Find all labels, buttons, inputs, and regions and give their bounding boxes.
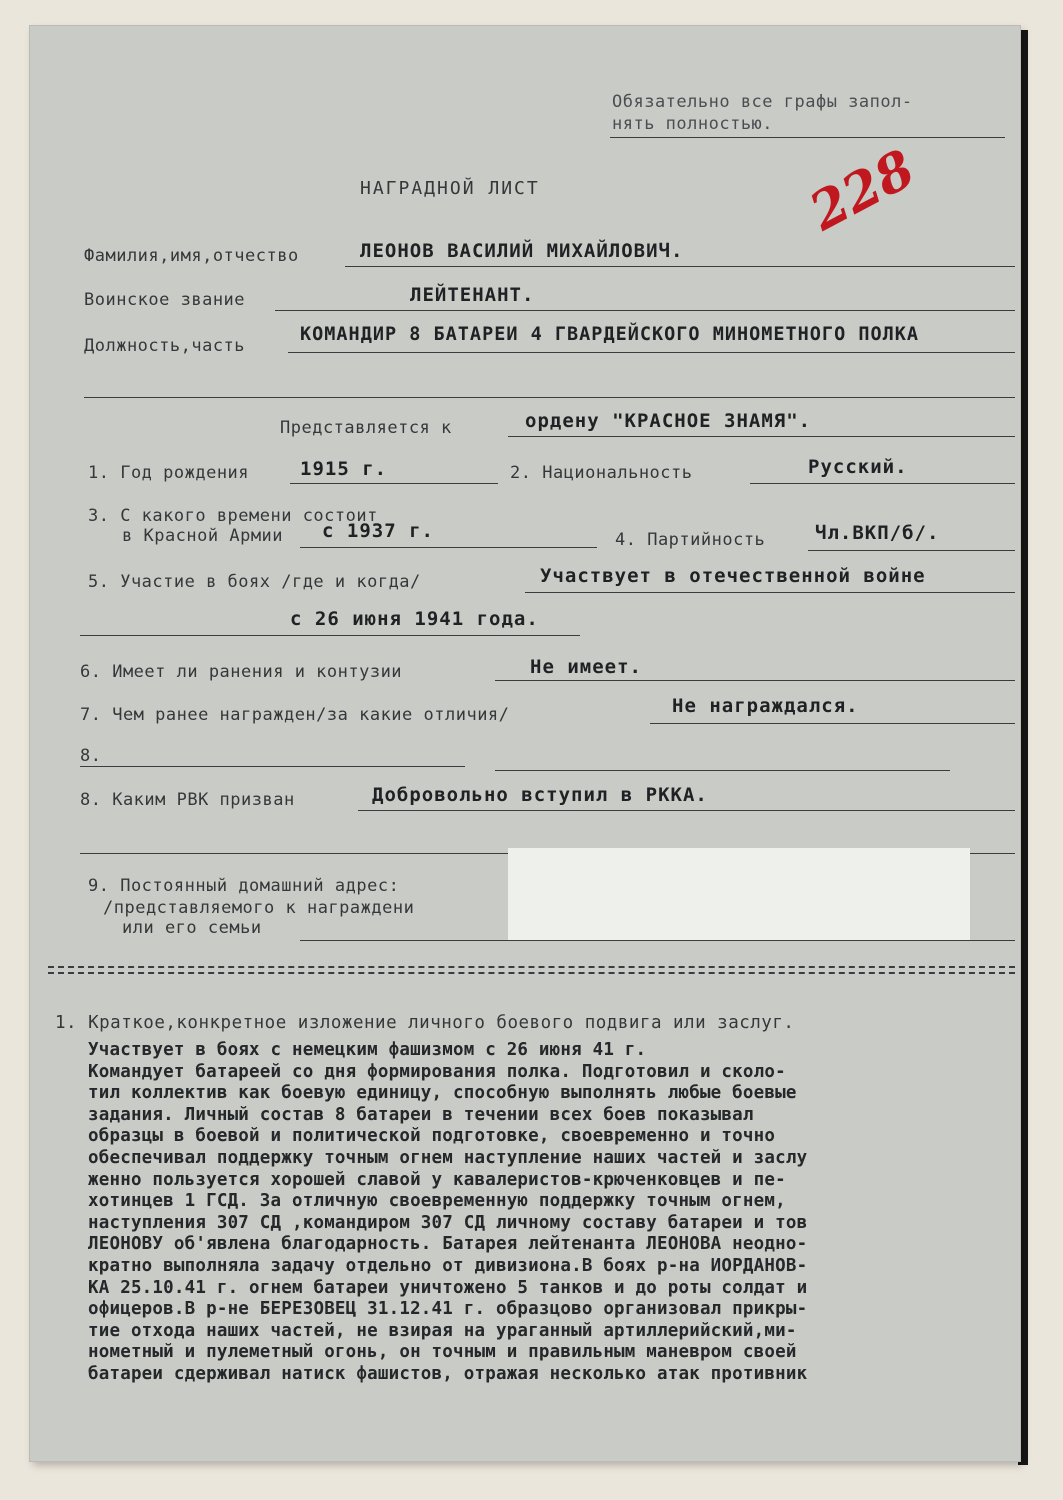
service-since-value: с 1937 г. — [322, 520, 434, 542]
battles-value: Участвует в отечественной войне — [540, 565, 926, 587]
draft-office-label: 8. Каким РВК призван — [80, 790, 295, 810]
service-since-label-1: 3. С какого времени состоит — [88, 506, 378, 526]
section-1-title: 1. Краткое,конкретное изложение личного боевого подвига или заслуг. — [55, 1013, 795, 1033]
wounds-value: Не имеет. — [530, 656, 642, 678]
body-line: КА 25.10.41 г. огнем батареи уничтожено 5 танков и до роты солдат и — [88, 1277, 808, 1298]
position-underline — [288, 352, 1015, 353]
battles-underline-2 — [80, 635, 580, 636]
body-line: батареи сдерживал натиск фашистов, отражая несколько атак противник — [88, 1363, 808, 1384]
body-line: женно пользуется хорошей славой у кавалеристов-крюченковцев и пе- — [88, 1169, 786, 1190]
instruction-line-2: нять полностью. — [612, 114, 774, 134]
body-line: тил коллектив как боевую единицу, способную выполнять любые боевые — [88, 1083, 797, 1104]
birth-year-label: 1. Год рождения — [88, 463, 250, 483]
wounds-underline — [495, 680, 1015, 681]
address-underline — [300, 940, 1015, 941]
name-value: ЛЕОНОВ ВАСИЛИЙ МИХАЙЛОВИЧ. — [360, 240, 684, 262]
address-redaction — [508, 848, 970, 940]
nationality-label: 2. Национальность — [510, 463, 693, 483]
address-label-1: 9. Постоянный домашний адрес: — [88, 876, 400, 896]
name-label: Фамилия,имя,отчество — [84, 246, 299, 266]
award-label: Представляется к — [280, 418, 452, 438]
party-underline — [808, 550, 1015, 551]
battles-label: 5. Участие в боях /где и когда/ — [88, 572, 421, 592]
body-line: тие отхода наших частей, не взирая на ураганный артиллерийский,ми- — [88, 1320, 797, 1341]
position-value: КОМАНДИР 8 БАТАРЕИ 4 ГВАРДЕЙСКОГО МИНОМЕТНОГО ПОЛКА — [300, 324, 920, 345]
service-since-label-2: в Красной Армии — [122, 526, 284, 546]
body-line: Командует батареей со дня формирования полка. Подготовил и сколо- — [88, 1061, 786, 1082]
party-label: 4. Партийность — [615, 530, 766, 550]
body-line: задания. Личный состав 8 батареи в течении всех боев показывал — [88, 1104, 754, 1125]
birth-year-value: 1915 г. — [300, 458, 388, 480]
body-line: хотинцев 1 ГСД. За отличную своевременную поддержку точным огнем, — [88, 1191, 786, 1212]
rank-underline — [275, 310, 1015, 311]
battles-value-line-2: с 26 июня 1941 года. — [290, 608, 539, 630]
body-line: Участвует в боях с немецким фашизмом с 26 июня 41 г. — [88, 1040, 647, 1060]
blank-underline-right — [495, 770, 950, 771]
previous-awards-label: 7. Чем ранее награжден/за какие отличия/ — [80, 705, 510, 725]
body-line: образцы в боевой и политической подготовке, своевременно и точно — [88, 1126, 776, 1147]
instruction-underline — [610, 137, 1005, 138]
document-title: НАГРАДНОЙ ЛИСТ — [360, 178, 540, 199]
address-label-3: или его семьи — [122, 918, 262, 938]
instruction-line-1: Обязательно все графы запол- — [612, 92, 913, 112]
draft-office-value: Добровольно вступил в РККА. — [372, 784, 708, 806]
nationality-underline — [750, 483, 1015, 484]
blank-underline-left — [80, 766, 465, 767]
previous-awards-value: Не награждался. — [672, 695, 859, 717]
feat-description — [88, 1040, 1018, 1386]
battles-underline — [525, 592, 1015, 593]
award-value: ордену "КРАСНОЕ ЗНАМЯ". — [525, 410, 812, 432]
address-label-2: /представляемого к награждени — [103, 898, 415, 918]
body-line: наступления 307 СД ,командиром 307 СД личному составу батареи и тов — [88, 1212, 808, 1233]
registration-number-stamp: 228 — [800, 138, 925, 243]
award-underline — [508, 436, 1015, 437]
body-line: обеспечивал поддержку точным огнем наступление наших частей и заслу — [88, 1147, 808, 1168]
section-divider — [48, 966, 1015, 974]
wounds-label: 6. Имеет ли ранения и контузии — [80, 662, 403, 682]
birth-year-underline — [290, 483, 498, 484]
previous-awards-underline — [650, 723, 1015, 724]
party-value: Чл.ВКП/б/. — [815, 522, 940, 544]
body-line: кратно выполняла задачу отдельно от дивизиона.В боях р-на ИОРДАНОВ- — [88, 1255, 808, 1276]
rank-label: Воинское звание — [84, 290, 246, 310]
name-underline — [345, 266, 1015, 267]
draft-office-underline — [358, 810, 1015, 811]
position-underline-2 — [84, 397, 1015, 398]
position-label: Должность,часть — [84, 336, 246, 356]
blank-field-label: 8. — [80, 746, 102, 766]
body-line: офицеров.В р-не БЕРЕЗОВЕЦ 31.12.41 г. образцово организовал прикры- — [88, 1299, 808, 1320]
nationality-value: Русский. — [808, 456, 908, 478]
body-line: нометный и пулеметный огонь, он точным и правильным маневром своей — [88, 1342, 797, 1363]
body-line: ЛЕОНОВУ об'явлена благодарность. Батарея лейтенанта ЛЕОНОВА неодно- — [88, 1234, 808, 1255]
service-since-underline — [300, 547, 597, 548]
rank-value: ЛЕЙТЕНАНТ. — [410, 284, 535, 306]
